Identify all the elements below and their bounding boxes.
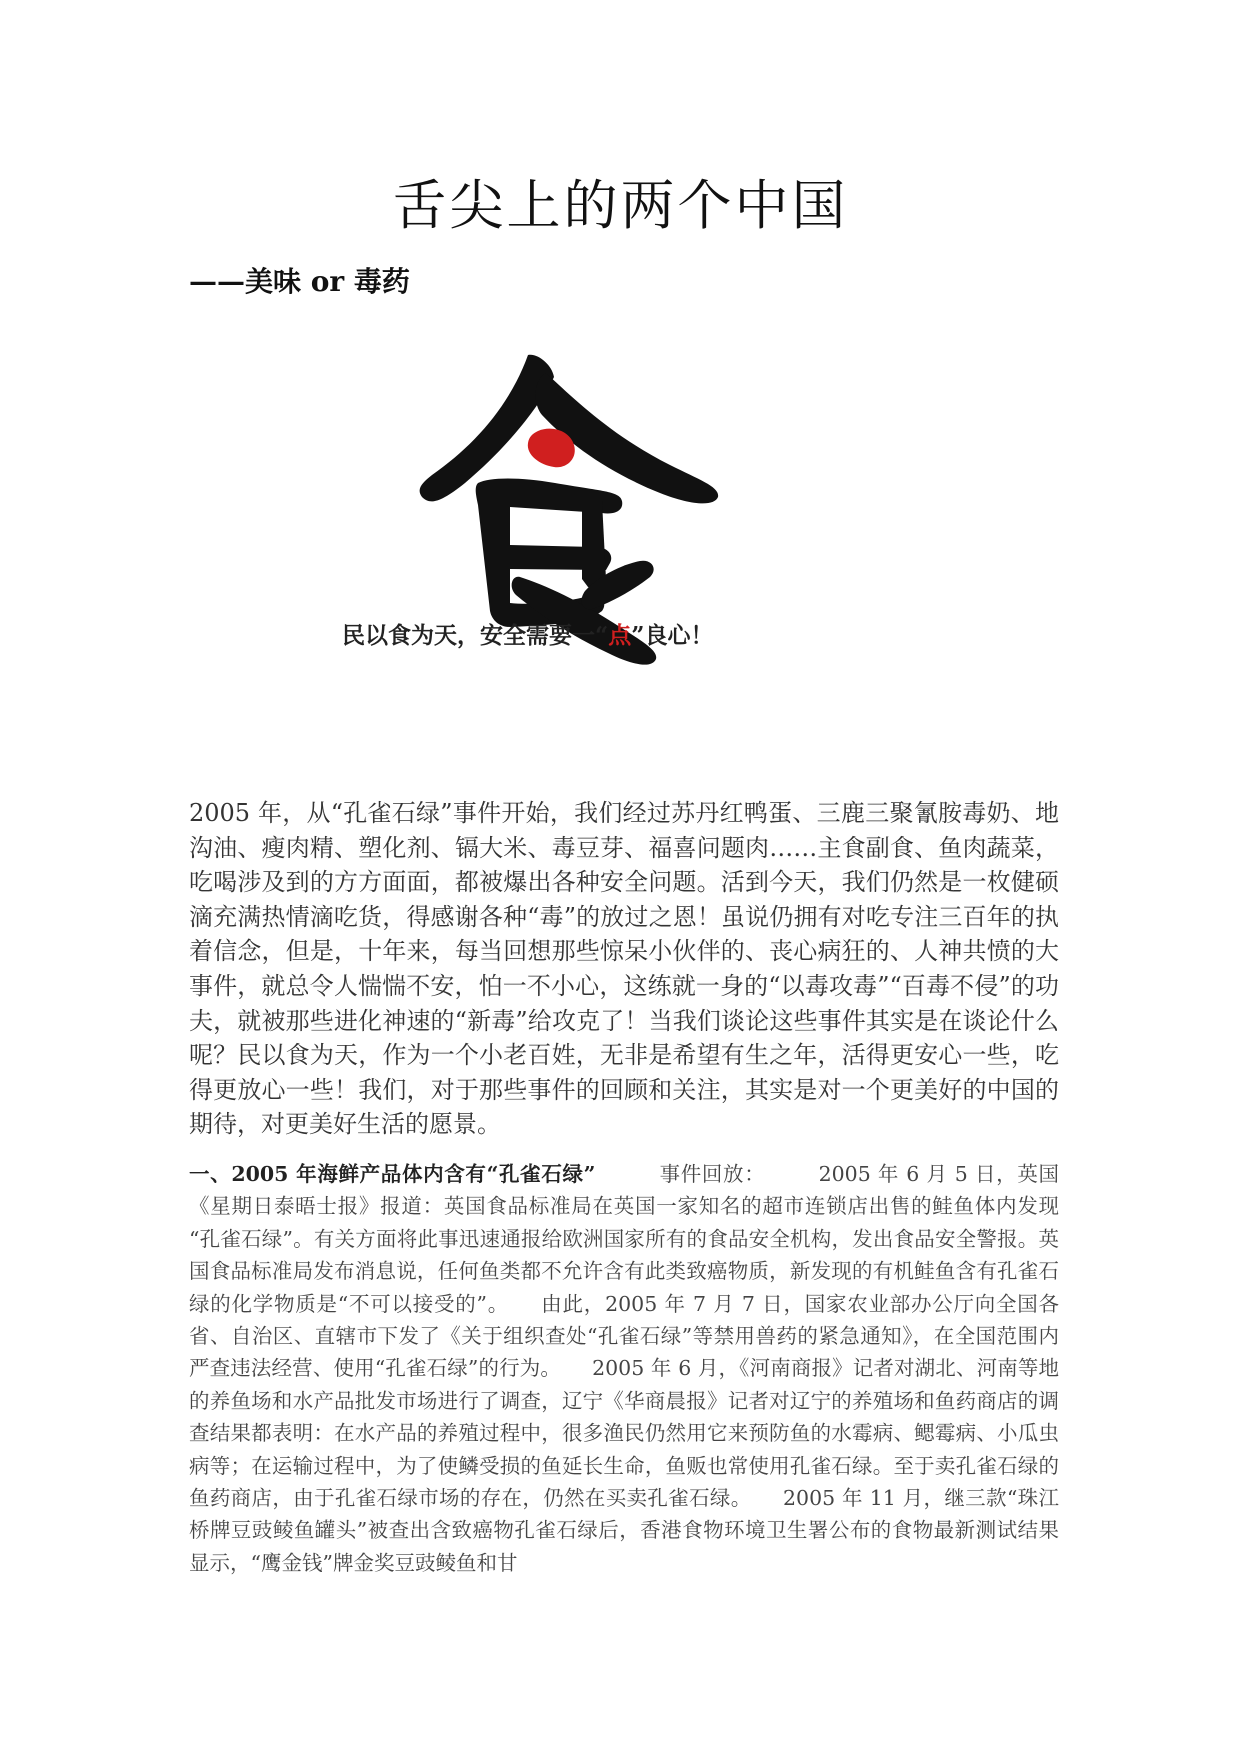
slogan-accent: 点	[608, 622, 632, 649]
page-subtitle: ——美味 or 毒药	[189, 265, 410, 298]
section-1	[189, 1158, 1059, 1579]
section-1-body: 事件回放： 2005 年 6 月 5 日，英国《星期日泰晤士报》报道：英国食品标准局在英国一家知名的超市连锁店出售的鲑鱼体内发现 “孔雀石绿”。有关方面将此事迅速通报给欧洲国家所有的食品安全机构，发出食品安全警报。英国食品标准局发布消息说，任何鱼类都不允许含有此类致癌物质，新发现的有机鲑鱼含有孔雀石绿的化学物质是“不可以接受的”。 由此，2005 年 7 月 7 日，国家农业部办公厅向全国各省、自治区、直辖市下发了《关于组织查处“孔雀石绿”等禁用兽药的紧急通知》，在全国范围内严查违法经营、使用“孔雀石绿”的行为。 2005 年 6 月，《河南商报》记者对湖北、河南等地的养鱼场和水产品批发市场进行了调查，辽宁《华商晨报》记者对辽宁的养殖场和鱼药商店的调查结果都表明：在水产品的养殖过程中，很多渔民仍然用它来预防鱼的水霉病、鳃霉病、小瓜虫病等；在运输过程中，为了使鳞受损的鱼延长生命，鱼贩也常使用孔雀石绿。至于卖孔雀石绿的鱼药商店，由于孔雀石绿市场的存在，仍然在买卖孔雀石绿。 2005 年 11 月，继三款“珠江桥牌豆豉鲮鱼罐头”被查出含致癌物孔雀石绿后，香港食物环境卫生署公布的食物最新测试结果显示，“鹰金钱”牌金奖豆豉鲮鱼和甘	[189, 1162, 1059, 1575]
logo-slogan: 民以食为天，安全需要一“点”良心！	[342, 622, 714, 649]
shi-character-image	[342, 365, 890, 750]
section-1-heading: 一、2005 年海鲜产品体内含有“孔雀石绿”	[189, 1162, 596, 1186]
intro-paragraph: 2005 年，从“孔雀石绿”事件开始，我们经过苏丹红鸭蛋、三鹿三聚氰胺毒奶、地沟油、瘦肉精、塑化剂、镉大米、毒豆芽、福喜问题肉……主食副食、鱼肉蔬菜，吃喝涉及到的方方面面，都被爆出各种安全问题。活到今天，我们仍然是一枚健硕滴充满热情滴吃货，得感谢各种“毒”的放过之恩！虽说仍拥有对吃专注三百年的执着信念，但是，十年来，每当回想那些惊呆小伙伴的、丧心病狂的、人神共愤的大事件，就总令人惴惴不安，怕一不小心，这练就一身的“以毒攻毒”“百毒不侵”的功夫，就被那些进化神速的“新毒”给攻克了！当我们谈论这些事件其实是在谈论什么呢？民以食为天，作为一个小老百姓，无非是希望有生之年，活得更安心一些，吃得更放心一些！我们，对于那些事件的回顾和关注，其实是对一个更美好的中国的期待，对更美好生活的愿景。	[189, 799, 1059, 1139]
page-title: 舌尖上的两个中国	[392, 174, 849, 237]
food-safety-logo	[342, 365, 890, 750]
